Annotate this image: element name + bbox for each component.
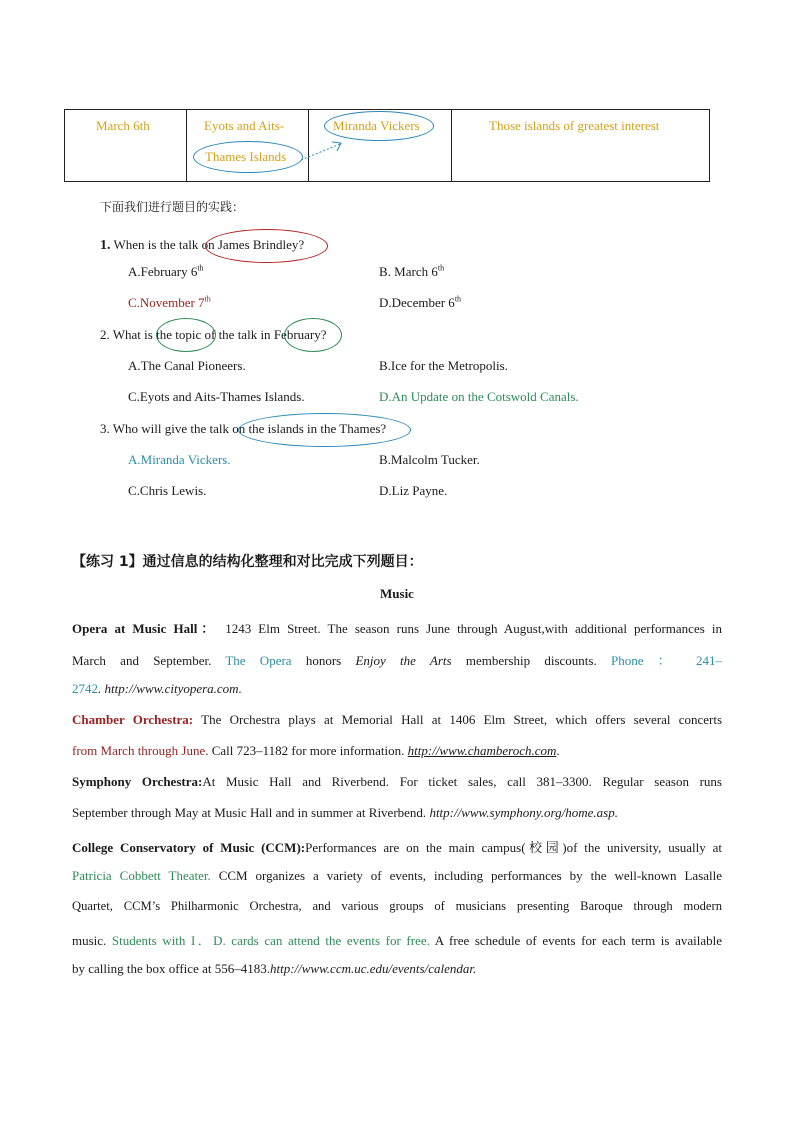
- q3-option-b: B.Malcolm Tucker.: [379, 452, 480, 467]
- question-2: 2. What is the topic of the talk in February?: [100, 327, 327, 342]
- table-topic-line2: Thames Islands: [205, 149, 287, 164]
- symphony-line-2: September through May at Music Hall and in summer at Riverbend. http://www.symphony.org/home.asp.: [72, 805, 618, 820]
- q2-option-a: A.The Canal Pioneers.: [128, 358, 246, 373]
- question-3: 3. Who will give the talk on the islands in the Thames?: [100, 421, 387, 436]
- ccm-line-1: College Conservatory of Music (CCM):Performances are on the main campus(校园)of the university, usually at: [72, 840, 722, 855]
- q1-option-a: A.February 6th: [128, 263, 204, 279]
- q1-option-c: C.November 7th: [128, 294, 211, 310]
- table-divider: [186, 110, 187, 181]
- highlight-circle: [156, 318, 216, 352]
- ccm-line-4: music. Students with I．D. cards can attend the events for free. A free schedule of events for each term is available: [72, 933, 722, 948]
- practice-intro: 下面我们进行题目的实践：: [100, 200, 245, 214]
- highlight-circle: [193, 141, 303, 173]
- q2-option-b: B.Ice for the Metropolis.: [379, 358, 508, 373]
- table-audience: Those islands of greatest interest: [489, 118, 660, 133]
- chamber-link[interactable]: http://www.chamberoch.com: [407, 743, 557, 758]
- question-1: 1. When is the talk on James Brindley?: [100, 237, 305, 253]
- ccm-line-3: Quartet, CCM’s Philharmonic Orchestra, and various groups of musicians presenting Baroque through modern: [72, 899, 722, 913]
- q1-option-d: D.December 6th: [379, 294, 462, 310]
- dotted-arrow: [298, 138, 348, 164]
- table-divider: [451, 110, 452, 181]
- q3-option-d: D.Liz Payne.: [379, 483, 448, 498]
- symphony-link[interactable]: http://www.symphony.org/home.asp.: [429, 805, 618, 820]
- highlight-circle: [284, 318, 342, 352]
- highlight-circle: [205, 229, 328, 263]
- highlight-circle: [324, 111, 434, 141]
- ccm-line-5: by calling the box office at 556–4183.http://www.ccm.uc.edu/events/calendar.: [72, 961, 477, 976]
- chamber-line-1: Chamber Orchestra: The Orchestra plays at Memorial Hall at 1406 Elm Street, which offers several concerts: [72, 712, 722, 727]
- q2-option-c: C.Eyots and Aits-Thames Islands.: [128, 389, 305, 404]
- opera-line-2: March and September. The Opera honors Enjoy the Arts membership discounts. Phone ： 241–: [72, 653, 722, 668]
- music-title: Music: [380, 586, 414, 601]
- symphony-line-1: Symphony Orchestra:At Music Hall and Riverbend. For ticket sales, call 381–3300. Regular season runs: [72, 774, 722, 789]
- chamber-line-2: from March through June. Call 723–1182 for more information. http://www.chamberoch.com.: [72, 743, 560, 758]
- q2-option-d: D.An Update on the Cotswold Canals.: [379, 389, 579, 404]
- opera-line-1: Opera at Music Hall： 1243 Elm Street. The season runs June through August,with additional performances in: [72, 621, 723, 636]
- q3-option-c: C.Chris Lewis.: [128, 483, 207, 498]
- highlight-circle: [238, 413, 411, 447]
- table-date: March 6th: [96, 118, 150, 133]
- ccm-line-2: Patricia Cobbett Theater. CCM organizes a variety of events, including performances by the well-known Lasalle: [72, 868, 723, 883]
- opera-line-3: 2742. http://www.cityopera.com.: [72, 681, 242, 696]
- ccm-link[interactable]: http://www.ccm.uc.edu/events/calendar.: [269, 961, 477, 976]
- table-topic-line1: Eyots and Aits-: [204, 118, 285, 133]
- exercise-heading: 【练习 1】通过信息的结构化整理和对比完成下列题目：: [72, 554, 423, 570]
- q3-option-a: A.Miranda Vickers.: [128, 452, 231, 467]
- table-speaker: Miranda Vickers: [333, 118, 420, 133]
- q1-option-b: B. March 6th: [379, 263, 445, 279]
